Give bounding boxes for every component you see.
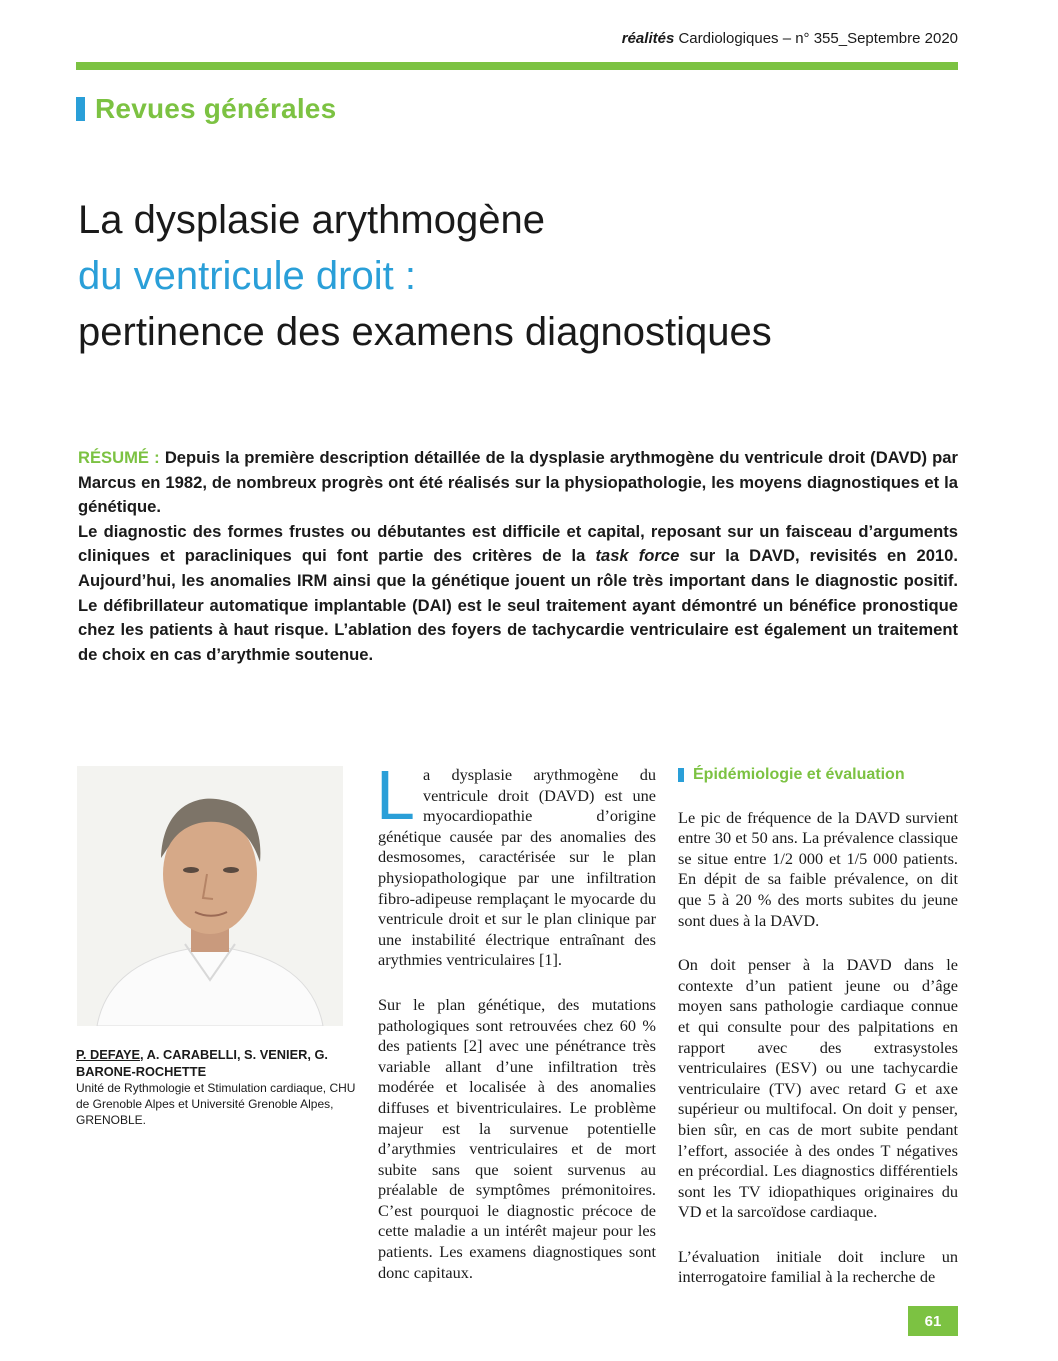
title-line-2: du ventricule droit : bbox=[78, 254, 416, 298]
author-photo bbox=[77, 766, 343, 1026]
drop-cap: L bbox=[376, 756, 415, 834]
section-label: Revues générales bbox=[95, 93, 337, 124]
author-portrait bbox=[77, 766, 343, 1026]
title-line-1: La dysplasie arythmogène bbox=[78, 198, 545, 242]
subsection-title: Épidémiologie et évaluation bbox=[693, 766, 905, 783]
abstract-paragraph-1 bbox=[78, 446, 958, 520]
abstract-lead: RÉSUMÉ : bbox=[78, 448, 160, 467]
first-author: P. DEFAYE bbox=[76, 1047, 141, 1062]
section-heading bbox=[76, 92, 336, 126]
abstract-text-2a: Le diagnostic des formes frustes ou débutantes est difficile et capital, reposant sur un faisceau d’arguments cliniques et paracliniques qui font partie des critères de la bbox=[78, 521, 958, 566]
abstract-italic-term: task force bbox=[595, 546, 680, 566]
title-line-3: pertinence des examens diagnostiques bbox=[78, 310, 772, 354]
intro-text: a dysplasie arythmogène du ventricule droit (DAVD) est une myocardiopathie d’origine génétique causée par des anomalies des desmosomes, caractérisée sur le plan physiopathologique par une infiltration fibro-adipeuse remplaçant le myocarde du ventricule droit et sur le plan clinique par une instabilité électrique entraînant des arythmies ventriculaires [1]. bbox=[378, 765, 656, 970]
evaluation-paragraph: L’évaluation initiale doit inclure un interrogatoire familial à la recherche de bbox=[678, 1246, 958, 1287]
header-rule bbox=[76, 62, 958, 70]
abstract-paragraph-2 bbox=[78, 520, 958, 668]
genetics-paragraph: Sur le plan génétique, des mutations pathologiques sont retrouvées chez 60 % des patients [2] avec une pénétrance très variable allant d’une infiltration très modérée et localisée à des anomalies diffuses et biventriculaires. Le problème majeur est la survenue potentielle d’arythmies ventriculaires et de mort subite sans que soient survenus au préalable de symptômes prémonitoires. C’est pourquoi le diagnostic précoce de cette maladie a un intérêt majeur pour les patients. Les examens diagnostiques sont donc capitaux. bbox=[378, 994, 656, 1282]
running-header bbox=[622, 30, 958, 47]
abstract-text-2b: sur la DAVD, revisités en 2010. Aujourd’hui, les anomalies IRM ainsi que la génétique jouent un rôle très important dans le diagnostic positif. Le défibrillateur automatique implantable (DAI) est le seul traitement ayant démontré un bénéfice pronostique chez les patients à haut risque. L’ablation des foyers de tachycardie ventriculaire est également un traitement de choix en cas d’arythmie soutenue. bbox=[78, 546, 958, 664]
body-column-2 bbox=[678, 765, 958, 1312]
journal-issue: Cardiologiques – n° 355_Septembre 2020 bbox=[678, 30, 958, 47]
blue-square-icon bbox=[76, 97, 85, 121]
blue-square-icon bbox=[678, 768, 684, 782]
journal-brand: réalités bbox=[621, 30, 675, 47]
clinical-context-paragraph: On doit penser à la DAVD dans le contexte d’un patient jeune ou d’âge moyen sans pathologie cardiaque connue et qui consulte pour des palpitations en rapport avec des extrasystoles ventriculaires (ESV) ou une tachycardie ventriculaire (TV) avec retard G et axe supérieur ou multifocal. On doit y penser, bien sûr, en cas de mort subite pendant l’effort, associée à des ondes T négatives en précordial. Les diagnostics différentiels sont les TV idiopathiques originaires du VD et la sarcoïdose cardiaque. bbox=[678, 955, 958, 1222]
subsection-heading bbox=[678, 765, 958, 786]
author-names bbox=[76, 1046, 356, 1080]
abstract-text-1: Depuis la première description détaillée de la dysplasie arythmogène du ventricule droit (DAVD) par Marcus en 1982, de nombreux progrès ont été réalisés sur la physiopathologie, les moyens diagnostiques et la génétique. bbox=[78, 448, 958, 517]
other-authors: , A. CARABELLI, S. VENIER, G. BARONE-ROCHETTE bbox=[76, 1047, 328, 1079]
intro-paragraph bbox=[376, 756, 656, 971]
page-number: 61 bbox=[908, 1306, 958, 1336]
author-affiliation: Unité de Rythmologie et Stimulation cardiaque, CHU de Grenoble Alpes et Université Grenoble Alpes, GRENOBLE. bbox=[76, 1081, 356, 1127]
article-title bbox=[78, 192, 772, 360]
epidemiology-paragraph: Le pic de fréquence de la DAVD survient entre 30 et 50 ans. La prévalence classique se situe entre 1/2 000 et 1/5 000 patients. En dépit de sa faible prévalence, on dit que 5 à 20 % des morts subites du jeune sont dues à la DAVD. bbox=[678, 807, 958, 930]
author-block bbox=[76, 1046, 356, 1128]
body-column-1 bbox=[376, 756, 656, 1307]
abstract bbox=[78, 446, 958, 667]
